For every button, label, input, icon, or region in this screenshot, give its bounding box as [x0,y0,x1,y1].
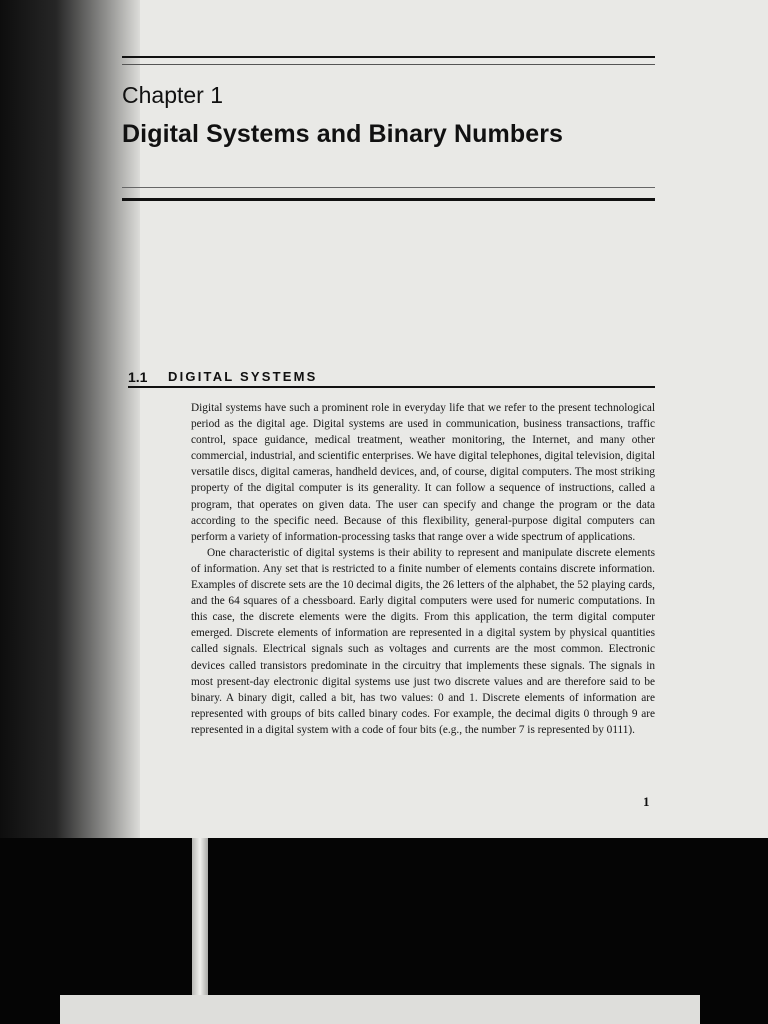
chapter-label: Chapter 1 [122,82,224,108]
body-text [191,400,655,738]
title-rule-thick [122,198,655,201]
section-rule [128,386,655,388]
section-title: DIGITAL SYSTEMS [168,369,318,384]
paragraph-2: One characteristic of digital systems is their ability to represent and manipulate discrete elements of information. Any set that is restricted to a finite number of elements contains discrete information. Examples of discrete sets are the 10 decimal digits, the 26 letters of the alphabet, the 52 playing cards, and the 64 squares of a chessboard. Early digital computers were used for numeric computations. In this case, the discrete elements were the digits. From this application, the term digital computer emerged. Discrete elements of information are represented in a digital system by physical quantities called signals. Electrical signals such as voltages and currents are the most common. Electronic devices called transistors predominate in the circuitry that implements these signals. The signals in most present-day electronic digital systems use just two discrete values and are therefore said to be binary. A binary digit, called a bit, has two values: 0 and 1. Discrete elements of information are represented with groups of bits called binary codes. For example, the decimal digits 0 through 9 are represented in a digital system with a code of four bits (e.g., the number 7 is represented by 0111). [191,546,655,736]
paragraph-1: Digital systems have such a prominent role in everyday life that we refer to the present technological period as the digital age. Digital systems are used in communication, business transactions, traffic control, space guidance, medical treatment, weather monitoring, the Internet, and many other commercial, industrial, and scientific enterprises. We have digital telephones, digital television, digital versatile discs, digital cameras, handheld devices, and, of course, digital computers. The most striking property of the digital computer is its generality. It can follow a sequence of instructions, called a program, that operates on given data. The user can specify and change the program or the data according to the specific need. Because of this flexibility, general-purpose digital computers can perform a variety of information-processing tasks that range over a wide spectrum of applications. [191,402,655,543]
chapter-title: Digital Systems and Binary Numbers [122,120,564,148]
book-gutter-shadow [0,0,140,838]
title-rule-thin [122,187,655,188]
page-fold-strip [192,838,208,995]
page-number: 1 [643,794,650,809]
next-page-edge [60,995,700,1024]
section-number: 1.1 [128,369,148,385]
header-rule-top [122,56,655,58]
header-rule-top-thin [122,64,655,65]
